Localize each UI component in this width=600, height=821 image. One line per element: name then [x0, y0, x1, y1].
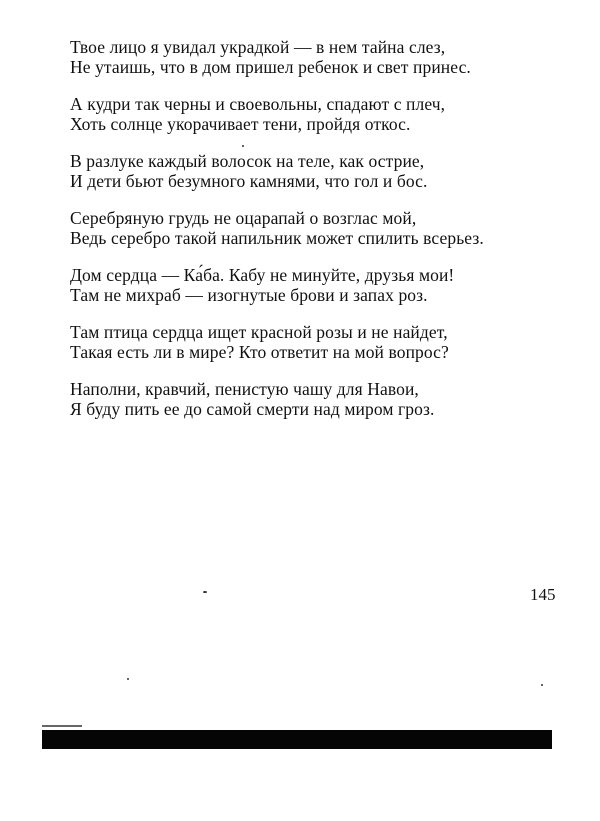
poem-line: Твое лицо я увидал украдкой — в нем тайна слез,	[70, 37, 446, 57]
scan-speck	[127, 678, 129, 680]
poem-line: И дети бьют безумного камнями, что гол и бос.	[70, 171, 428, 191]
poem-line: Хоть солнце укорачивает тени, пройдя откос.	[70, 114, 411, 134]
poem-line: Не утаишь, что в дом пришел ребенок и свет принес.	[70, 57, 471, 77]
poem-line: А кудри так черны и своевольны, спадают с плеч,	[70, 94, 446, 114]
poem-line: В разлуке каждый волосок на теле, как острие,	[70, 151, 425, 171]
scan-speck	[541, 684, 543, 686]
poem-line: Там не михраб — изогнутые брови и запах роз.	[70, 285, 428, 305]
stanza-1	[70, 37, 570, 77]
stanza-5	[70, 265, 570, 305]
poem-line: Наполни, кравчий, пенистую чашу для Навои,	[70, 379, 419, 399]
stanza-2	[70, 94, 570, 134]
poem-line: Ведь серебро такой напильник может спилить всерьез.	[70, 228, 484, 248]
poem-line: Я буду пить ее до самой смерти над миром гроз.	[70, 399, 435, 419]
poem-line: Такая есть ли в мире? Кто ответит на мой вопрос?	[70, 342, 449, 362]
stanza-3	[70, 151, 570, 191]
poem-line: Дом сердца — Ка́ба. Кабу не минуйте, друзья мои!	[70, 265, 455, 285]
poem-line: Серебряную грудь не оцарапай о возглас мой,	[70, 208, 417, 228]
page-bottom-edge-bar	[42, 730, 552, 749]
poem-line: Там птица сердца ищет красной розы и не найдет,	[70, 322, 448, 342]
poem-text	[70, 37, 570, 436]
scan-speck	[242, 145, 244, 147]
stanza-7	[70, 379, 570, 419]
page-number: 145	[530, 585, 556, 604]
scan-speck	[203, 591, 207, 593]
scan-edge-mark	[42, 725, 82, 727]
stanza-4	[70, 208, 570, 248]
stanza-6	[70, 322, 570, 362]
